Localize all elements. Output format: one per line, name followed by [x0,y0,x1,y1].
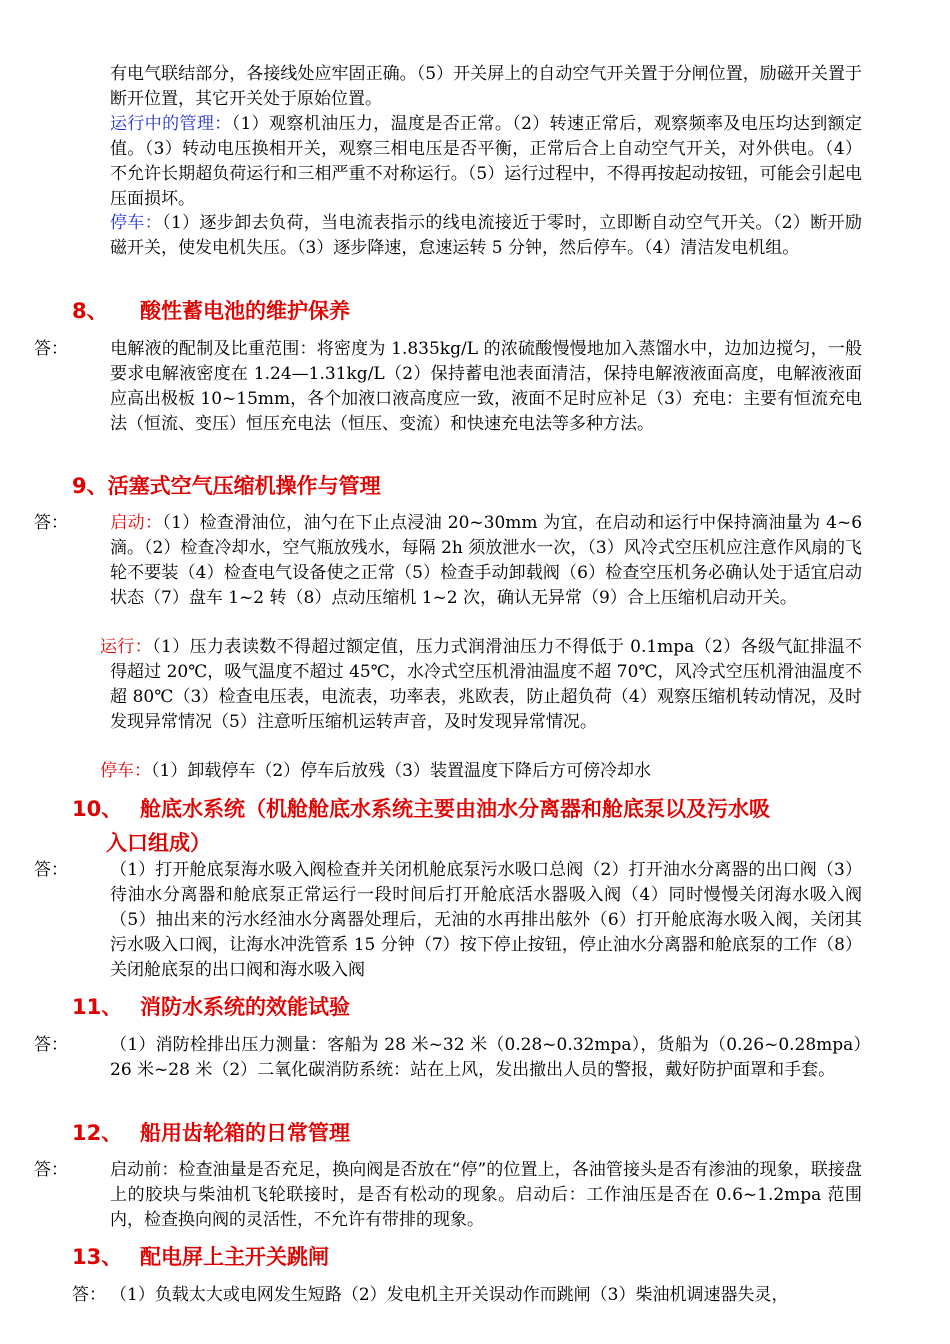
heading-10: 10、 舱底水系统（机舱舱底水系统主要由油水分离器和舱底泵以及污水吸 [72,797,770,821]
paragraph-wiring: 有电气联结部分，各接线处应牢固正确。（5）开关屏上的自动空气开关置于分闸位置，励磁开关置于断开位置，其它开关处于原始位置。 [110,64,862,109]
answer-9-start: 答： 启动：（1）检查滑油位，油勺在下止点浸油 20~30mm 为宜，在启动和运行中保持滴油量为 4~6 滴。（2）检查冷却水，空气瓶放残水，每隔 2h 须放泄水一次，（3）风冷式空压机应注意作风扇的飞轮不要装（4）检查电气设备使之正常（5）检查手动卸载阀（6）检查空压机务必确认处于适宜启动状态（7）盘车 1~2 转（8）点动压缩机 1~2 次，确认无异常（9）合上压缩机启动开关。 [34,513,863,608]
running-management-label: 运行中的管理： [110,114,232,134]
answer-8: 答： 电解液的配制及比重范围：将密度为 1.835kg/L 的浓硫酸慢慢地加入蒸馏水中，边加边搅匀，一般要求电解液密度在 1.24—1.31kg/L（2）保持蓄电池表面清洁，保持电解液液面高度，电解液液面应高出极板 10~15mm，各个加液口液高度应一致，液面不足时应补足（3）充电：主要有恒流充电法（恒流、变压）恒压充电法（恒压、变流）和快速充电法等多种方法。 [34,339,862,434]
heading-13: 13、 配电屏上主开关跳闸 [72,1245,329,1269]
answer-9-stop: 停车：（1）卸载停车（2）停车后放残（3）装置温度下降后方可傍冷却水 [100,761,651,781]
heading-11: 11、 消防水系统的效能试验 [72,995,350,1019]
heading-12: 12、 船用齿轮箱的日常管理 [72,1121,350,1145]
shutdown-label: 停车： [110,213,163,233]
answer-12: 答： 启动前：检查油量是否充足，换向阀是否放在“停”的位置上，各油管接头是否有渗油的现象，联接盘上的胶块与柴油机飞轮联接时，是否有松动的现象。启动后：工作油压是否在 0.6~1.2mpa 范围内，检查换向阀的灵活性，不允许有带排的现象。 [34,1160,862,1230]
paragraph-running-management: 运行中的管理：（1）观察机油压力，温度是否正常。（2）转速正常后，观察频率及电压均达到额定值。（3）转动电压换相开关，观察三相电压是否平衡，正常后合上自动空气开关，对外供电。（4）不允许长期超负荷运行和三相严重不对称运行。（5）运行过程中，不得再按起动按钮，可能会引起电压面损坏。 [110,114,862,209]
answer-10: 答： （1）打开舱底泵海水吸入阀检查并关闭机舱底泵污水吸口总阀（2）打开油水分离器的出口阀（3）待油水分离器和舱底泵正常运行一段时间后打开舱底活水器吸入阀（4）同时慢慢关闭海水吸入阀（5）抽出来的污水经油水分离器处理后，无油的水再排出舷外（6）打开舱底海水吸入阀，关闭其污水吸入口阀，让海水冲洗管系 15 分钟（7）按下停止按钮，停止油水分离器和舱底泵的工作（8）关闭舱底泵的出口阀和海水吸入阀 [34,860,862,980]
answer-11: 答： （1）消防栓排出压力测量：客船为 28 米~32 米（0.28~0.32mpa），货船为（0.26~0.28mpa）26 米~28 米（2）二氧化碳消防系统：站在上风，发出撤出人员的警报，戴好防护面罩和手套。 [34,1035,862,1080]
answer-13: 答： （1）负载太大或电网发生短路（2）发电机主开关误动作而跳闸（3）柴油机调速器失灵， [72,1285,789,1305]
run-label: 运行： [100,637,153,657]
paragraph-shutdown: 停车：（1）逐步卸去负荷，当电流表指示的线电流接近于零时，立即断自动空气开关。（2）断开励磁开关，使发电机失压。（3）逐步降速，怠速运转 5 分钟，然后停车。（4）清洁发电机组。 [110,213,862,258]
heading-10-cont: 入口组成） [106,831,211,855]
heading-8: 8、 酸性蓄电池的维护保养 [72,299,350,323]
heading-9: 9、活塞式空气压缩机操作与管理 [72,474,381,498]
stop-label: 停车： [100,761,151,781]
start-label: 启动： [110,513,163,533]
answer-9-run: 运行：（1）压力表读数不得超过额定值，压力式润滑油压力不得低于 0.1mpa（2）各级气缸排温不得超过 20℃，吸气温度不超过 45℃，水冷式空压机滑油温度不超 70℃，风冷式空压机滑油温度不超 80℃（3）检查电压表，电流表，功率表，兆欧表，防止超负荷（4）观察压缩机转动情况，及时发现异常情况（5）注意听压缩机运转声音，及时发现异常情况。 [100,637,862,732]
